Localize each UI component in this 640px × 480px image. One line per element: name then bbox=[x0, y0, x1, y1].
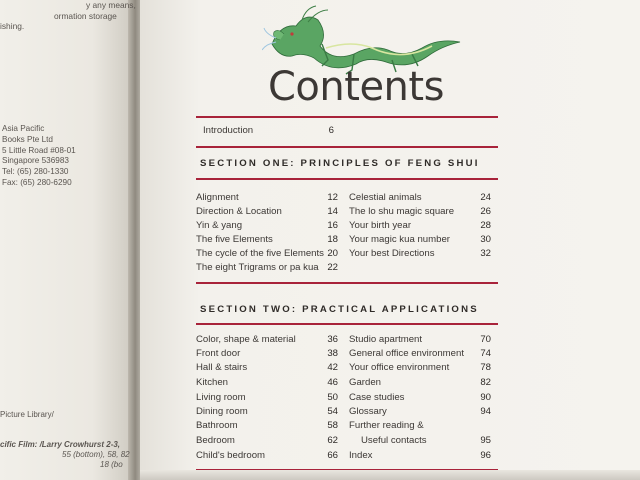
left-page-line: ishing. bbox=[0, 21, 25, 31]
toc-entry[interactable]: Celestial animals bbox=[349, 192, 422, 203]
credit-line: cific Film: /Larry Crowhurst 2-3, bbox=[0, 440, 121, 449]
toc-page: 90 bbox=[480, 392, 491, 403]
toc-entry[interactable]: Color, shape & material bbox=[196, 334, 296, 345]
toc-page: 66 bbox=[327, 450, 338, 461]
toc-entry[interactable]: Dining room bbox=[196, 406, 248, 417]
toc-page: 18 bbox=[327, 234, 338, 245]
toc-entry[interactable]: The cycle of the five Elements bbox=[196, 248, 324, 259]
left-page bbox=[0, 0, 132, 480]
toc-page: 26 bbox=[480, 206, 491, 217]
toc-entry[interactable]: Alignment bbox=[196, 192, 239, 203]
toc-entry[interactable]: Bathroom bbox=[196, 420, 238, 431]
toc-page: 32 bbox=[480, 248, 491, 259]
toc-entry[interactable]: Your magic kua number bbox=[349, 234, 450, 245]
toc-page: 28 bbox=[480, 220, 491, 231]
left-page-top-text bbox=[0, 0, 136, 32]
toc-entry[interactable]: Further reading & bbox=[349, 420, 424, 431]
page-bottom-shadow bbox=[140, 470, 640, 480]
toc-entry[interactable]: Case studies bbox=[349, 392, 405, 403]
toc-page: 38 bbox=[327, 348, 338, 359]
toc-entry[interactable]: General office environment bbox=[349, 348, 465, 359]
toc-page: 74 bbox=[480, 348, 491, 359]
toc-page: 20 bbox=[327, 248, 338, 259]
intro-label[interactable]: Introduction bbox=[203, 125, 254, 136]
toc-page: 50 bbox=[327, 392, 338, 403]
toc-page: 46 bbox=[327, 377, 338, 388]
toc-page: 16 bbox=[327, 220, 338, 231]
intro-page: 6 bbox=[328, 125, 334, 136]
left-page-credits bbox=[0, 410, 130, 470]
credit-line: Picture Library/ bbox=[0, 410, 54, 419]
toc-entry[interactable]: Hall & stairs bbox=[196, 362, 248, 373]
toc-entry[interactable]: Your office environment bbox=[349, 362, 450, 373]
toc-entry[interactable]: Front door bbox=[196, 348, 241, 359]
rule-line bbox=[196, 146, 498, 148]
left-page-line: ormation storage bbox=[54, 11, 117, 21]
toc-page: 62 bbox=[327, 435, 338, 446]
toc-entry[interactable]: Your birth year bbox=[349, 220, 412, 231]
toc-page: 14 bbox=[327, 206, 338, 217]
section-two-heading: SECTION TWO: PRACTICAL APPLICATIONS bbox=[200, 304, 479, 315]
toc-page: 94 bbox=[480, 406, 491, 417]
toc-page: 24 bbox=[480, 192, 491, 203]
toc-page: 96 bbox=[480, 450, 491, 461]
publisher-line: Books Pte Ltd bbox=[2, 134, 53, 144]
page-title: Contents bbox=[268, 64, 444, 110]
toc-page: 58 bbox=[327, 420, 338, 431]
toc-page: 12 bbox=[327, 192, 338, 203]
toc-entry[interactable]: Yin & yang bbox=[196, 220, 243, 231]
publisher-address bbox=[2, 124, 76, 189]
toc-entry[interactable]: Garden bbox=[349, 377, 381, 388]
publisher-line: Singapore 536983 bbox=[2, 156, 69, 166]
toc-entry[interactable]: Child's bedroom bbox=[196, 450, 266, 461]
toc-page: 82 bbox=[480, 377, 491, 388]
toc-page: 42 bbox=[327, 362, 338, 373]
rule-line bbox=[196, 116, 498, 118]
toc-entry[interactable]: Glossary bbox=[349, 406, 387, 417]
toc-page: 36 bbox=[327, 334, 338, 345]
toc-entry[interactable]: Index bbox=[349, 450, 373, 461]
toc-page: 22 bbox=[327, 262, 338, 273]
toc-page: 78 bbox=[480, 362, 491, 373]
toc-entry[interactable]: Living room bbox=[196, 392, 246, 403]
credit-line: 55 (bottom), 58, 82 bbox=[62, 450, 130, 459]
rule-line bbox=[196, 323, 498, 325]
publisher-line: Asia Pacific bbox=[2, 124, 45, 133]
toc-page: 70 bbox=[480, 334, 491, 345]
toc-entry[interactable]: Useful contacts bbox=[361, 435, 427, 446]
toc-page: 54 bbox=[327, 406, 338, 417]
publisher-line: Fax: (65) 280-6290 bbox=[2, 177, 72, 187]
toc-entry[interactable]: The five Elements bbox=[196, 234, 273, 245]
toc-entry[interactable]: The lo shu magic square bbox=[349, 206, 455, 217]
toc-entry[interactable]: Your best Directions bbox=[349, 248, 435, 259]
toc-entry[interactable]: Studio apartment bbox=[349, 334, 423, 345]
left-page-line: y any means, bbox=[86, 0, 136, 10]
credit-line: 18 (bo bbox=[100, 460, 123, 469]
toc-entry[interactable]: Direction & Location bbox=[196, 206, 282, 217]
publisher-line: 5 Little Road #08-01 bbox=[2, 145, 76, 155]
toc-entry[interactable]: Bedroom bbox=[196, 435, 235, 446]
rule-line bbox=[196, 282, 498, 284]
toc-entry[interactable]: The eight Trigrams or pa kua bbox=[196, 262, 319, 273]
toc-page: 95 bbox=[480, 435, 491, 446]
rule-line bbox=[196, 178, 498, 180]
toc-page: 30 bbox=[480, 234, 491, 245]
publisher-line: Tel: (65) 280-1330 bbox=[2, 167, 69, 177]
toc-entry[interactable]: Kitchen bbox=[196, 377, 228, 388]
section-one-heading: SECTION ONE: PRINCIPLES OF FENG SHUI bbox=[200, 158, 480, 169]
